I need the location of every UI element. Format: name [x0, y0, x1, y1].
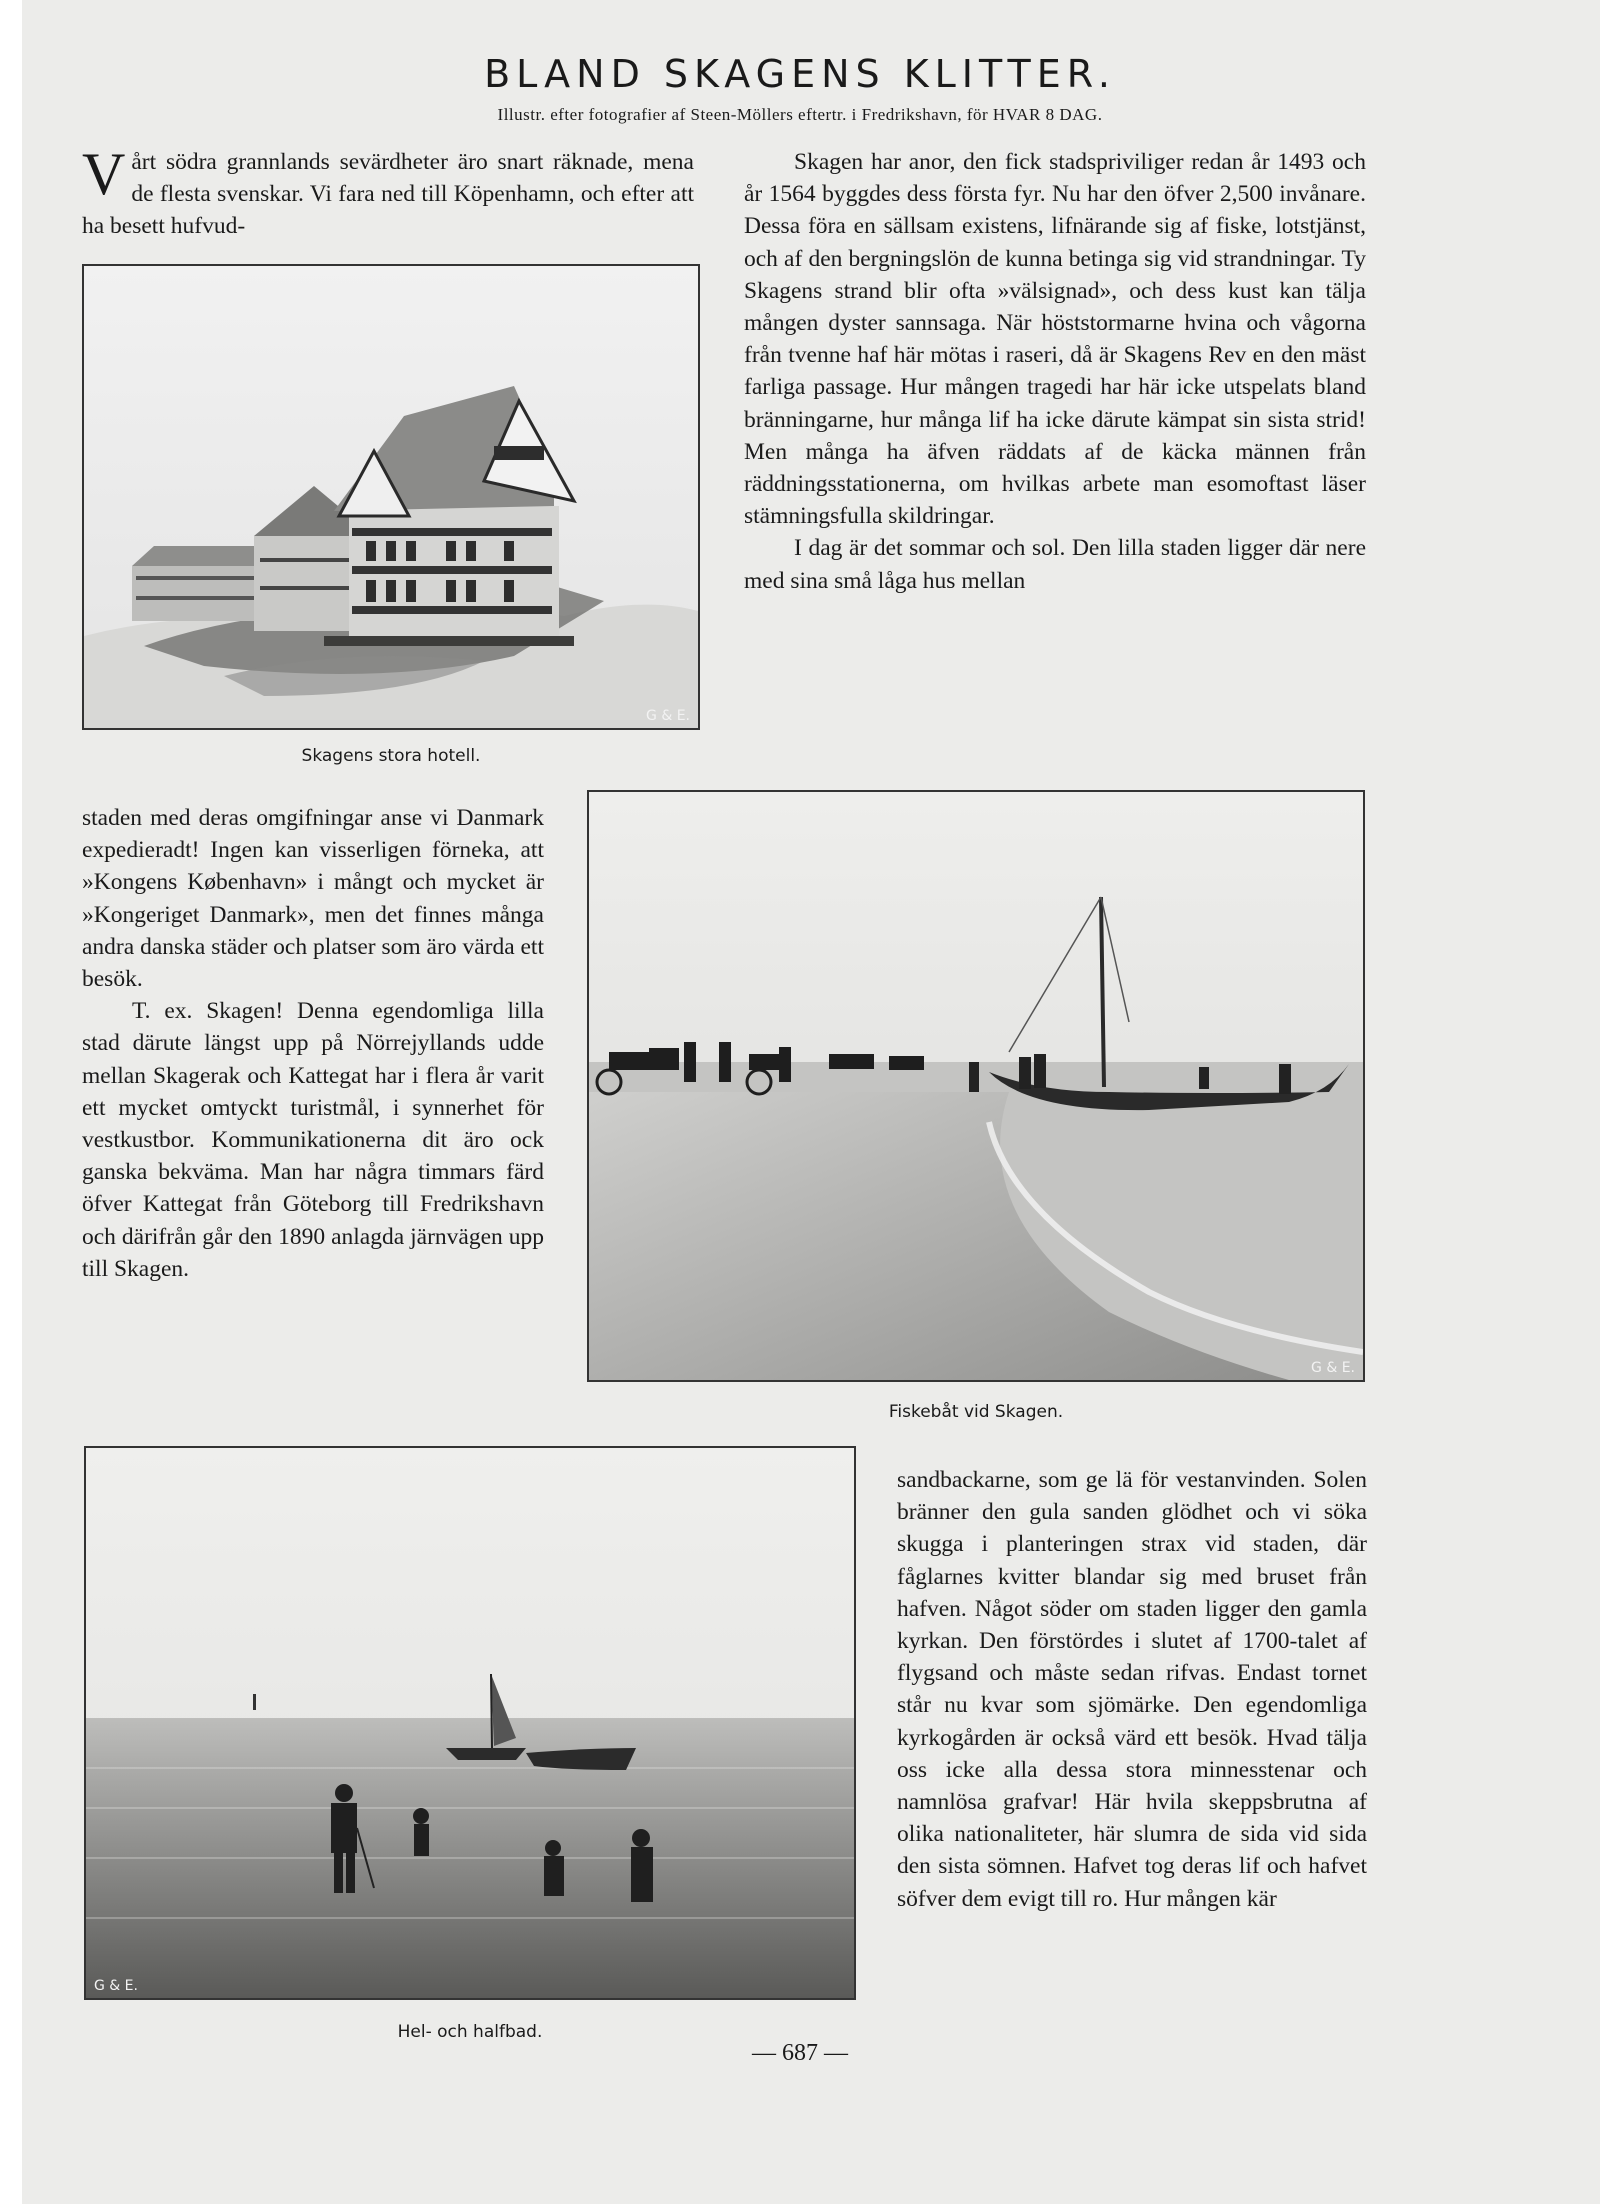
drop-cap: V — [82, 141, 126, 207]
left-paragraph-1: staden med deras omgifningar anse vi Danmark expedieradt! Ingen kan visserligen förneka, att »Kongens København» i mångt och mycket är »Kongeriget Danmark», men det finnes många andra danska städer och platser som äro värda ett besök. — [82, 805, 544, 993]
right-paragraph-2: I dag är det sommar och sol. Den lilla staden ligger där nere med sina små låga hus mellan — [744, 535, 1366, 594]
caption-fishing-boat: Fiskebåt vid Skagen. — [888, 1402, 1064, 1422]
caption-hotel: Skagens stora hotell. — [301, 746, 481, 766]
photo-bathing — [84, 1446, 856, 2000]
article-title: BLAND SKAGENS KLITTER. — [484, 52, 1116, 96]
photo-fishing-boat — [587, 790, 1365, 1382]
photo-mark: G & E. — [1311, 1360, 1355, 1376]
left-paragraph-2: T. ex. Skagen! Denna egendomliga lilla stad därute längst upp på Nörrejyllands udde mellan Skagerak och Kattegat har i flera år varit ett mycket omtyckt turistmål, i synnerhet för vestkustbor. Kommunikationerna dit äro ock ganska bekväma. Man har några timmars färd öfver Kattegat från Göteborg till Fredrikshavn och därifrån går den 1890 anlagda järnvägen upp till Skagen. — [82, 998, 544, 1282]
photo-hotel — [82, 264, 700, 730]
page-number: — 687 — — [752, 2040, 848, 2066]
hotel-illustration — [84, 266, 698, 728]
right-column-bottom — [897, 1464, 1367, 1915]
right-paragraph-3: sandbackarne, som ge lä för vestanvinden. Solen bränner den gula sanden glödhet och vi söka skugga i planteringen strax vid staden, där fåglarnes kvitter blandar sig med bruset från hafven. Något söder om staden ligger den gamla kyrkan. Den förstördes i slutet af 1700-talet af flygsand och måste sedan rifvas. Endast tornet står nu kvar som sjömärke. Den egendomliga kyrkogården är också värd ett besök. Hvad tälja oss icke alla dessa stora minnesstenar och namnlösa grafvar! Här hvila skeppsbrutna af olika nationaliteter, här slumra de sida vid sida den sista sömnen. Hafvet tog deras lif och hafvet söfver dem evigt till ro. Hur mången kär — [897, 1467, 1367, 1912]
bathing-illustration — [86, 1448, 854, 1998]
right-column-top — [744, 146, 1366, 597]
right-paragraph-1: Skagen har anor, den fick stadspriviliger redan år 1493 och år 1564 byggdes dess första fyr. Nu har den öfver 2,500 invånare. Dessa föra en sällsam existens, lifnärande sig af fiske, lotstjänst, och af den bergningslön de kunna betinga sig vid strandningar. Ty Skagens strand blir ofta »välsignad», och dess kust kan tälja mången dyster sannsaga. När höststormarne hvina och vågorna från tvenne haf här mötas i raseri, då är Skagens Rev en den mäst farliga passage. Hur mången tragedi har här icke utspelats bland bränningarne, hur många lif ha icke därute kämpat sin sista strid! Men många ha äfven räddats af de käcka männen från räddningsstationerna, om hvilkas arbete man esomoftast läser stämningsfulla skildringar. — [744, 149, 1366, 530]
fishing-boat-illustration — [589, 792, 1363, 1380]
intro-paragraph — [82, 141, 694, 243]
caption-bathing: Hel- och halfbad. — [397, 2022, 543, 2042]
left-column-middle — [82, 802, 544, 1285]
photo-credit: Illustr. efter fotografier af Steen-Möllers eftertr. i Fredrikshavn, för HVAR 8 DAG. — [497, 105, 1103, 124]
photo-mark: G & E. — [94, 1978, 138, 1994]
intro-text: årt södra grannlands sevärdheter äro snart räknade, mena de flesta svenskar. Vi fara ned till Köpenhamn, och efter att ha besett hufvud- — [82, 149, 694, 240]
photo-mark: G & E. — [646, 708, 690, 724]
page-edge — [0, 0, 22, 2204]
